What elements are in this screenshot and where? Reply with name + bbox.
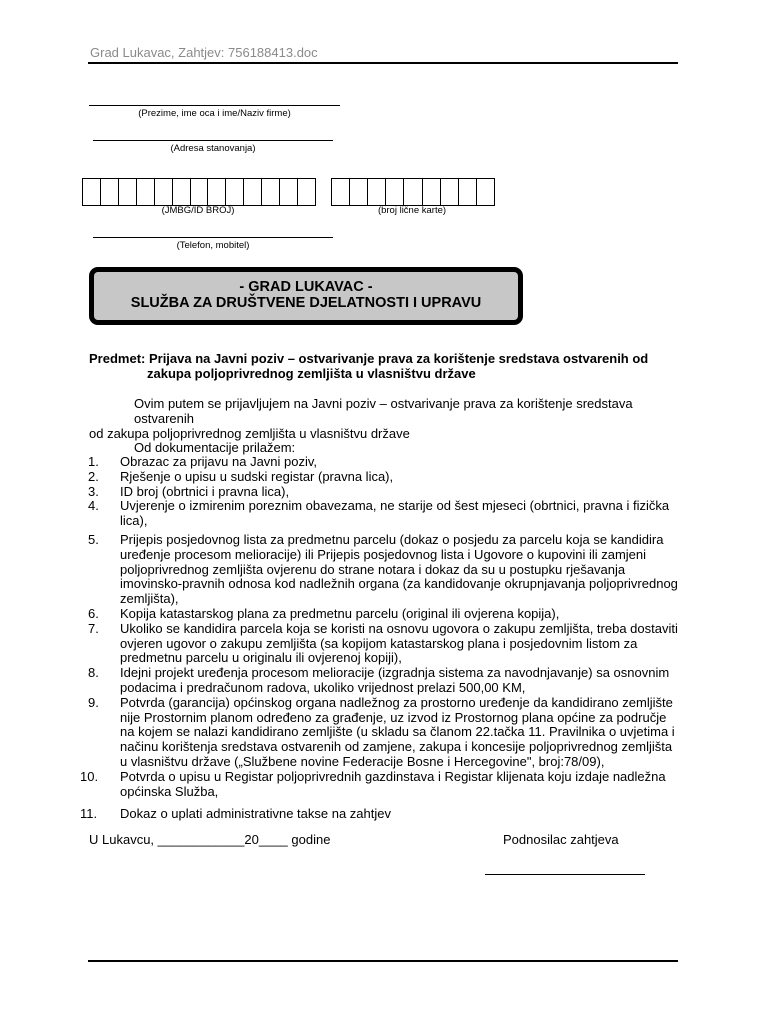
footer-divider xyxy=(88,960,678,962)
office-banner xyxy=(89,267,523,325)
intro-paragraph xyxy=(89,396,689,441)
list-item: 11. Dokaz o uplati administrativne takse na zahtjev xyxy=(80,806,391,822)
jmbg-caption: (JMBG/ID BROJ) xyxy=(161,205,235,216)
list-item: 8. Idejni projekt uređenja procesom melioracije (izgradnja sistema za navodnjavanje) sa osnovnim podacima i predračunom radova, ukoliko vrijednost prelazi 500,00 KM, xyxy=(88,665,670,695)
list-item: 10. Potvrda o upisu u Registar poljoprivrednih gazdinstava i Registar klijenata koju izdaje nadležna općinska Služba, xyxy=(80,768,666,799)
id-card-caption: (broj lične karte) xyxy=(377,205,447,216)
subject-line-2: zakupa poljoprivrednog zemljišta u vlasništvu države xyxy=(147,366,476,381)
signature-line xyxy=(485,874,645,875)
name-line xyxy=(89,105,340,106)
banner-department: SLUŽBA ZA DRUŠTVENE DJELATNOSTI I UPRAVU xyxy=(130,295,482,311)
list-item: 7. Ukoliko se kandidira parcela koja se koristi na osnovu ugovora o zakupu zemljišta, treba dostaviti ovjeren ugovor o zakupu zemljišta (sa kopijom katastarskog plana i posjedovnim listom za predmetnu parcelu u originalu ili ovjerenoj kopiji), xyxy=(88,620,678,666)
address-caption: (Adresa stanovanja) xyxy=(170,143,256,154)
list-item: 4. Uvjerenje o izmirenim poreznim obavezama, ne starije od šest mjeseci (obrtnici, pravna i fizička lica), xyxy=(88,498,670,529)
intro-line-2: od zakupa poljoprivrednog zemljišta u vlasništvu države xyxy=(89,426,410,441)
phone-line xyxy=(93,237,333,238)
header-divider xyxy=(88,62,678,64)
list-item: 5. Prijepis posjedovnog lista za predmetnu parcelu (dokaz o posjedu za parcelu koja se kandidira uređenje procesom melioracije) ili Prijepis posjedovnog lista i Ugovore o kupovini ili zamjeni poljoprivrednog zemljišta ovjerenu do strane notara i dokaz da su u postupku rješavanja imovinsko-pravnih odnosa kod nadležnih organa (za kandidovanje okrupnjavanja poljoprivrednog zemljišta), xyxy=(88,531,678,607)
subject-line-1: Predmet: Prijava na Javni poziv – ostvarivanje prava za korištenje sredstava ostvarenih od xyxy=(89,351,649,366)
subject xyxy=(89,351,689,381)
address-line xyxy=(93,140,333,141)
place-date-line: U Lukavcu, ____________20____ godine xyxy=(89,832,331,847)
document-header: Grad Lukavac, Zahtjev: 756188413.doc xyxy=(90,45,318,60)
list-item: 3. ID broj (obrtnici i pravna lica), xyxy=(88,483,290,499)
list-item: 2. Rješenje o upisu u sudski registar (pravna lica), xyxy=(88,468,394,484)
applicant-label: Podnosilac zahtjeva xyxy=(503,832,619,847)
name-caption: (Prezime, ime oca i ime/Naziv firme) xyxy=(138,108,291,119)
banner-city: - GRAD LUKAVAC - xyxy=(239,279,373,295)
list-item: 1. Obrazac za prijavu na Javni poziv, xyxy=(88,454,318,469)
attachments-title: Od dokumentacije prilažem: xyxy=(134,440,296,455)
list-item: 6. Kopija katastarskog plana za predmetnu parcelu (original ili ovjerena kopija), xyxy=(88,605,560,621)
intro-line-1: Ovim putem se prijavljujem na Javni poziv – ostvarivanje prava za korištenje sredstava ostvarenih xyxy=(134,396,633,426)
jmbg-boxes xyxy=(82,178,316,206)
list-item: 9. Potvrda (garancija) općinskog organa nadležnog za prostorno uređenje da kandidirano zemljište nije Prostornim planom određeno za građenje, uz izvod iz Prostornog plana općine za područje na kojem se nalazi kandidirano zemljište (u skladu sa članom 22.tačka 11. Pravilnika o uvjetima i načinu korištenja sredstava ostvarenih od zamjene, zakupa i koncesije poljoprivrednog zemljišta u vlasništvu države („Službene novine Federacije Bosne i Hercegovine", broj:78/09), xyxy=(88,694,675,769)
id-card-boxes xyxy=(331,178,495,206)
attachments-list xyxy=(80,455,680,822)
phone-caption: (Telefon, mobitel) xyxy=(176,240,250,251)
